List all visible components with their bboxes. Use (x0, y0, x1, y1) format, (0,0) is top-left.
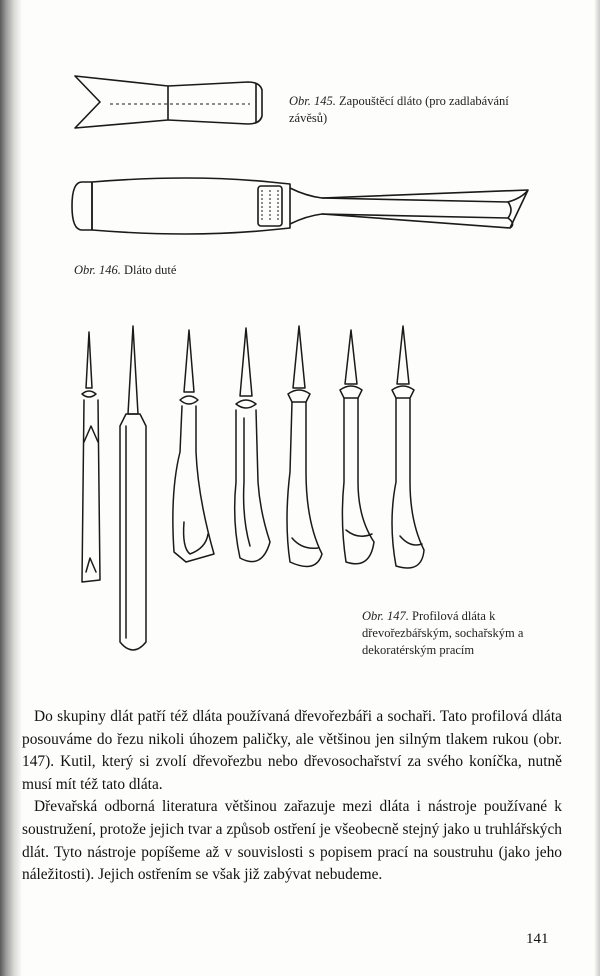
figure-147-text: Profilová dláta k dřevořezbářským, sochařským a dekoratérským pracím (362, 609, 524, 657)
profile-chisel-7 (392, 326, 424, 568)
figure-145-caption (289, 93, 529, 127)
page-edge-shadow (594, 0, 600, 976)
profile-chisel-1 (82, 332, 100, 582)
figure-145-label: Obr. 145. (289, 94, 336, 108)
profile-chisel-2 (120, 326, 146, 650)
figure-145-text: Zapouštěcí dláto (pro zadlabávání závěsů) (289, 94, 509, 125)
profile-chisel-5 (287, 326, 322, 567)
figure-146-label: Obr. 146. (74, 263, 121, 277)
figure-146-illustration (70, 168, 540, 248)
figure-147-illustration (70, 322, 430, 657)
paragraph-1: Do skupiny dlát patří též dláta používaná dřevořezbáři a sochaři. Tato profilová dláta posouváme do řezu nikoli úhozem paličky, ale většinou jen silným tlakem rukou (obr. 147). Kutil, který si zvolí dřevořezbu nebo dřevosochařství za svého koníčka, nutně musí mít též tato dláta. (22, 708, 562, 793)
page-number: 141 (526, 931, 549, 947)
figure-147-label: Obr. 147. (362, 609, 409, 623)
figure-145-illustration (70, 70, 270, 140)
body-text (22, 706, 562, 887)
page-binding-shadow (0, 0, 22, 976)
paragraph-2: Dřevařská odborná literatura většinou zařazuje mezi dláta i nástroje používané k soustružení, protože jejich tvar a způsob ostření je všeobecně stejný jako u truhlářských dlát. Tyto nástroje popíšeme až v souvislosti s popisem prací na soustruhu (jako jeho náležitosti). Jejich ostřením se však již zabývat nebudeme. (22, 798, 562, 884)
profile-chisel-4 (235, 328, 270, 562)
profile-chisel-3 (173, 330, 214, 562)
profile-chisel-6 (340, 330, 374, 564)
figure-146-text: Dláto duté (124, 263, 177, 277)
figure-147-caption (362, 608, 562, 659)
figure-146-caption (74, 262, 294, 279)
